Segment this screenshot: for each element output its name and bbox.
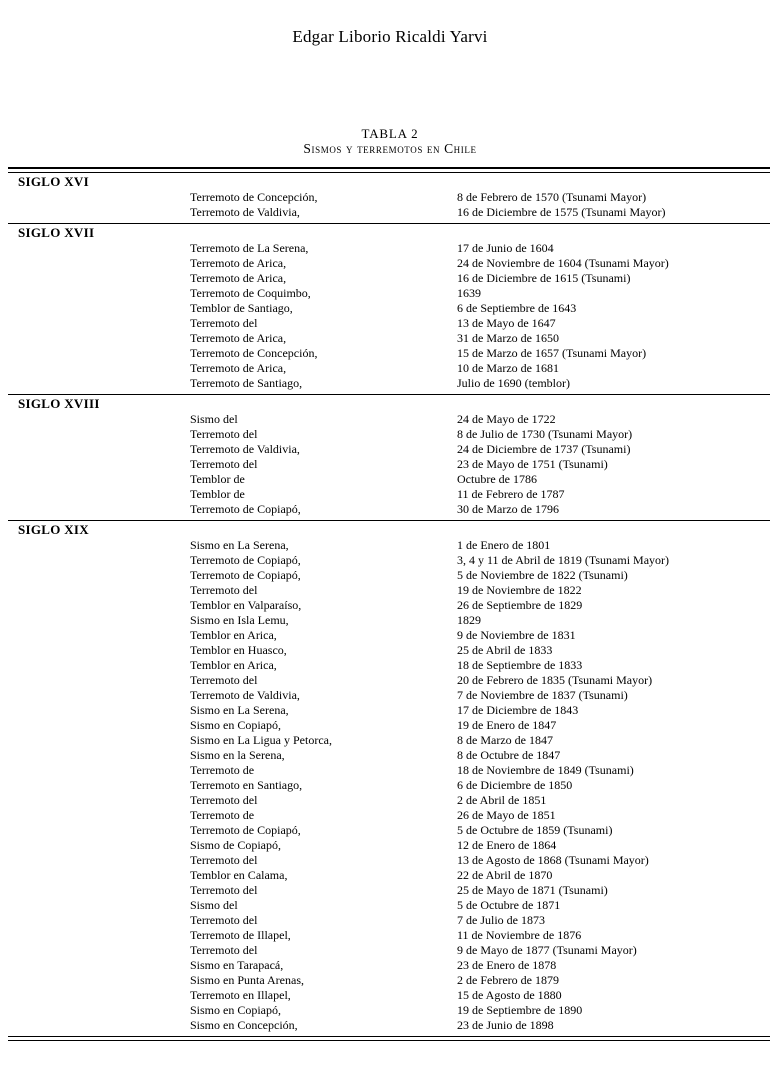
table-row [8, 1003, 770, 1018]
event-cell: Terremoto de La Serena, [190, 241, 309, 255]
event-cell: Sismo en Isla Lemu, [190, 613, 289, 627]
date-cell: 18 de Septiembre de 1833 [457, 658, 583, 672]
event-cell: Sismo en Tarapacá, [190, 958, 284, 972]
event-cell: Terremoto del [190, 673, 258, 687]
event-cell: Terremoto del [190, 583, 258, 597]
table-row [8, 568, 770, 583]
table-row [8, 703, 770, 718]
event-cell: Terremoto de [190, 808, 255, 822]
earthquake-table [0, 167, 780, 1041]
date-cell: 7 de Julio de 1873 [457, 913, 545, 927]
date-cell: 25 de Mayo de 1871 (Tsunami) [457, 883, 608, 897]
table-row [8, 823, 770, 838]
table-row [8, 256, 770, 271]
table-row [8, 361, 770, 376]
table-row [8, 718, 770, 733]
table-row [8, 205, 770, 220]
event-cell: Terremoto del [190, 883, 258, 897]
table-row [8, 988, 770, 1003]
event-cell: Terremoto del [190, 913, 258, 927]
date-cell: 24 de Noviembre de 1604 (Tsunami Mayor) [457, 256, 669, 270]
event-cell: Terremoto de Copiapó, [190, 502, 301, 516]
table-section [8, 173, 770, 223]
table-row [8, 913, 770, 928]
table-section [8, 223, 770, 394]
date-cell: 11 de Febrero de 1787 [457, 487, 565, 501]
date-cell: 24 de Diciembre de 1737 (Tsunami) [457, 442, 631, 456]
date-cell: 26 de Mayo de 1851 [457, 808, 556, 822]
event-cell: Terremoto del [190, 793, 258, 807]
table-bottom-rule [8, 1036, 770, 1041]
event-cell: Terremoto del [190, 457, 258, 471]
date-cell: 23 de Enero de 1878 [457, 958, 557, 972]
table-row [8, 943, 770, 958]
event-cell: Terremoto en Santiago, [190, 778, 303, 792]
event-cell: Temblor en Calama, [190, 868, 288, 882]
date-cell: 11 de Noviembre de 1876 [457, 928, 582, 942]
event-cell: Terremoto de Valdivia, [190, 688, 300, 702]
event-cell: Sismo en Copiapó, [190, 1003, 282, 1017]
table-row [8, 538, 770, 553]
table-row [8, 241, 770, 256]
event-cell: Terremoto de Concepción, [190, 346, 318, 360]
date-cell: 16 de Diciembre de 1575 (Tsunami Mayor) [457, 205, 666, 219]
table-row [8, 427, 770, 442]
date-cell: 8 de Octubre de 1847 [457, 748, 561, 762]
table-row [8, 658, 770, 673]
date-cell: 26 de Septiembre de 1829 [457, 598, 583, 612]
event-cell: Terremoto de Copiapó, [190, 553, 301, 567]
section-header: SIGLO XVI [18, 174, 89, 189]
table-body [8, 173, 770, 1036]
table-row [8, 973, 770, 988]
event-cell: Temblor en Arica, [190, 658, 277, 672]
event-cell: Temblor en Valparaíso, [190, 598, 302, 612]
date-cell: 25 de Abril de 1833 [457, 643, 553, 657]
date-cell: 5 de Octubre de 1859 (Tsunami) [457, 823, 613, 837]
table-row [8, 376, 770, 391]
table-row [8, 412, 770, 427]
table-row [8, 793, 770, 808]
event-cell: Terremoto de Illapel, [190, 928, 291, 942]
table-row [8, 643, 770, 658]
date-cell: 19 de Septiembre de 1890 [457, 1003, 583, 1017]
table-section [8, 394, 770, 520]
date-cell: 23 de Mayo de 1751 (Tsunami) [457, 457, 608, 471]
table-row [8, 1018, 770, 1033]
table-row [8, 748, 770, 763]
table-row [8, 316, 770, 331]
event-cell: Sismo del [190, 412, 238, 426]
event-cell: Terremoto de [190, 763, 255, 777]
running-header: Edgar Liborio Ricaldi Yarvi [292, 27, 488, 46]
date-cell: 1829 [457, 613, 481, 627]
date-cell: 19 de Noviembre de 1822 [457, 583, 582, 597]
date-cell: 8 de Marzo de 1847 [457, 733, 553, 747]
event-cell: Terremoto del [190, 853, 258, 867]
table-row [8, 286, 770, 301]
table-row [8, 898, 770, 913]
date-cell: 9 de Noviembre de 1831 [457, 628, 576, 642]
table-row [8, 838, 770, 853]
event-cell: Terremoto de Arica, [190, 361, 287, 375]
date-cell: 15 de Marzo de 1657 (Tsunami Mayor) [457, 346, 647, 360]
event-cell: Temblor de [190, 472, 245, 486]
event-cell: Sismo de Copiapó, [190, 838, 282, 852]
table-row [8, 442, 770, 457]
date-cell: 9 de Mayo de 1877 (Tsunami Mayor) [457, 943, 637, 957]
event-cell: Terremoto de Arica, [190, 331, 287, 345]
date-cell: 15 de Agosto de 1880 [457, 988, 562, 1002]
date-cell: 2 de Febrero de 1879 [457, 973, 559, 987]
date-cell: 1 de Enero de 1801 [457, 538, 551, 552]
date-cell: 22 de Abril de 1870 [457, 868, 553, 882]
event-cell: Sismo en la Serena, [190, 748, 285, 762]
table-row [8, 778, 770, 793]
table-row [8, 502, 770, 517]
table-row [8, 928, 770, 943]
event-cell: Sismo en La Serena, [190, 703, 289, 717]
table-row [8, 673, 770, 688]
event-cell: Terremoto en Illapel, [190, 988, 291, 1002]
date-cell: 12 de Enero de 1864 [457, 838, 557, 852]
date-cell: 5 de Noviembre de 1822 (Tsunami) [457, 568, 628, 582]
event-cell: Sismo en Punta Arenas, [190, 973, 304, 987]
table-row [8, 613, 770, 628]
date-cell: 2 de Abril de 1851 [457, 793, 547, 807]
table-row [8, 958, 770, 973]
table-row [8, 688, 770, 703]
table-label: TABLA 2 [361, 126, 419, 141]
table-row [8, 472, 770, 487]
section-header: SIGLO XIX [18, 522, 89, 537]
date-cell: 8 de Febrero de 1570 (Tsunami Mayor) [457, 190, 647, 204]
date-cell: 5 de Octubre de 1871 [457, 898, 561, 912]
event-cell: Terremoto de Valdivia, [190, 442, 300, 456]
table-row [8, 487, 770, 502]
event-cell: Terremoto de Concepción, [190, 190, 318, 204]
table-section [8, 520, 770, 1036]
table-row [8, 301, 770, 316]
event-cell: Terremoto de Coquimbo, [190, 286, 311, 300]
table-row [8, 808, 770, 823]
event-cell: Terremoto de Arica, [190, 256, 287, 270]
table-row [8, 583, 770, 598]
table-row [8, 853, 770, 868]
table-row [8, 733, 770, 748]
event-cell: Temblor de Santiago, [190, 301, 293, 315]
event-cell: Sismo en Concepción, [190, 1018, 298, 1032]
table-row [8, 553, 770, 568]
event-cell: Sismo del [190, 898, 238, 912]
table-row [8, 598, 770, 613]
section-header: SIGLO XVIII [18, 396, 100, 411]
event-cell: Temblor de [190, 487, 245, 501]
event-cell: Terremoto del [190, 943, 258, 957]
date-cell: 30 de Marzo de 1796 [457, 502, 559, 516]
date-cell: 24 de Mayo de 1722 [457, 412, 556, 426]
event-cell: Temblor en Huasco, [190, 643, 287, 657]
table-row [8, 868, 770, 883]
date-cell: 6 de Septiembre de 1643 [457, 301, 577, 315]
date-cell: 1639 [457, 286, 481, 300]
date-cell: 20 de Febrero de 1835 (Tsunami Mayor) [457, 673, 653, 687]
table-row [8, 190, 770, 205]
table-row [8, 331, 770, 346]
date-cell: 13 de Mayo de 1647 [457, 316, 556, 330]
table-caption [0, 126, 780, 157]
date-cell: 18 de Noviembre de 1849 (Tsunami) [457, 763, 634, 777]
date-cell: 13 de Agosto de 1868 (Tsunami Mayor) [457, 853, 649, 867]
date-cell: 7 de Noviembre de 1837 (Tsunami) [457, 688, 628, 702]
event-cell: Terremoto de Valdivia, [190, 205, 300, 219]
date-cell: Octubre de 1786 [457, 472, 537, 486]
date-cell: 23 de Junio de 1898 [457, 1018, 554, 1032]
date-cell: Julio de 1690 (temblor) [457, 376, 570, 390]
event-cell: Terremoto del [190, 316, 258, 330]
event-cell: Terremoto del [190, 427, 258, 441]
date-cell: 10 de Marzo de 1681 [457, 361, 559, 375]
table-title: Sismos y terremotos en Chile [303, 141, 477, 156]
section-header: SIGLO XVII [18, 225, 95, 240]
event-cell: Sismo en La Serena, [190, 538, 289, 552]
table-row [8, 763, 770, 778]
date-cell: 19 de Enero de 1847 [457, 718, 557, 732]
date-cell: 8 de Julio de 1730 (Tsunami Mayor) [457, 427, 633, 441]
event-cell: Terremoto de Santiago, [190, 376, 303, 390]
date-cell: 6 de Diciembre de 1850 [457, 778, 573, 792]
table-row [8, 346, 770, 361]
date-cell: 17 de Junio de 1604 [457, 241, 554, 255]
table-row [8, 457, 770, 472]
event-cell: Terremoto de Arica, [190, 271, 287, 285]
event-cell: Temblor en Arica, [190, 628, 277, 642]
event-cell: Sismo en Copiapó, [190, 718, 282, 732]
date-cell: 16 de Diciembre de 1615 (Tsunami) [457, 271, 631, 285]
event-cell: Sismo en La Ligua y Petorca, [190, 733, 332, 747]
event-cell: Terremoto de Copiapó, [190, 568, 301, 582]
date-cell: 31 de Marzo de 1650 [457, 331, 559, 345]
table-row [8, 271, 770, 286]
date-cell: 17 de Diciembre de 1843 [457, 703, 579, 717]
event-cell: Terremoto de Copiapó, [190, 823, 301, 837]
table-row [8, 883, 770, 898]
table-row [8, 628, 770, 643]
date-cell: 3, 4 y 11 de Abril de 1819 (Tsunami Mayor) [457, 553, 670, 567]
